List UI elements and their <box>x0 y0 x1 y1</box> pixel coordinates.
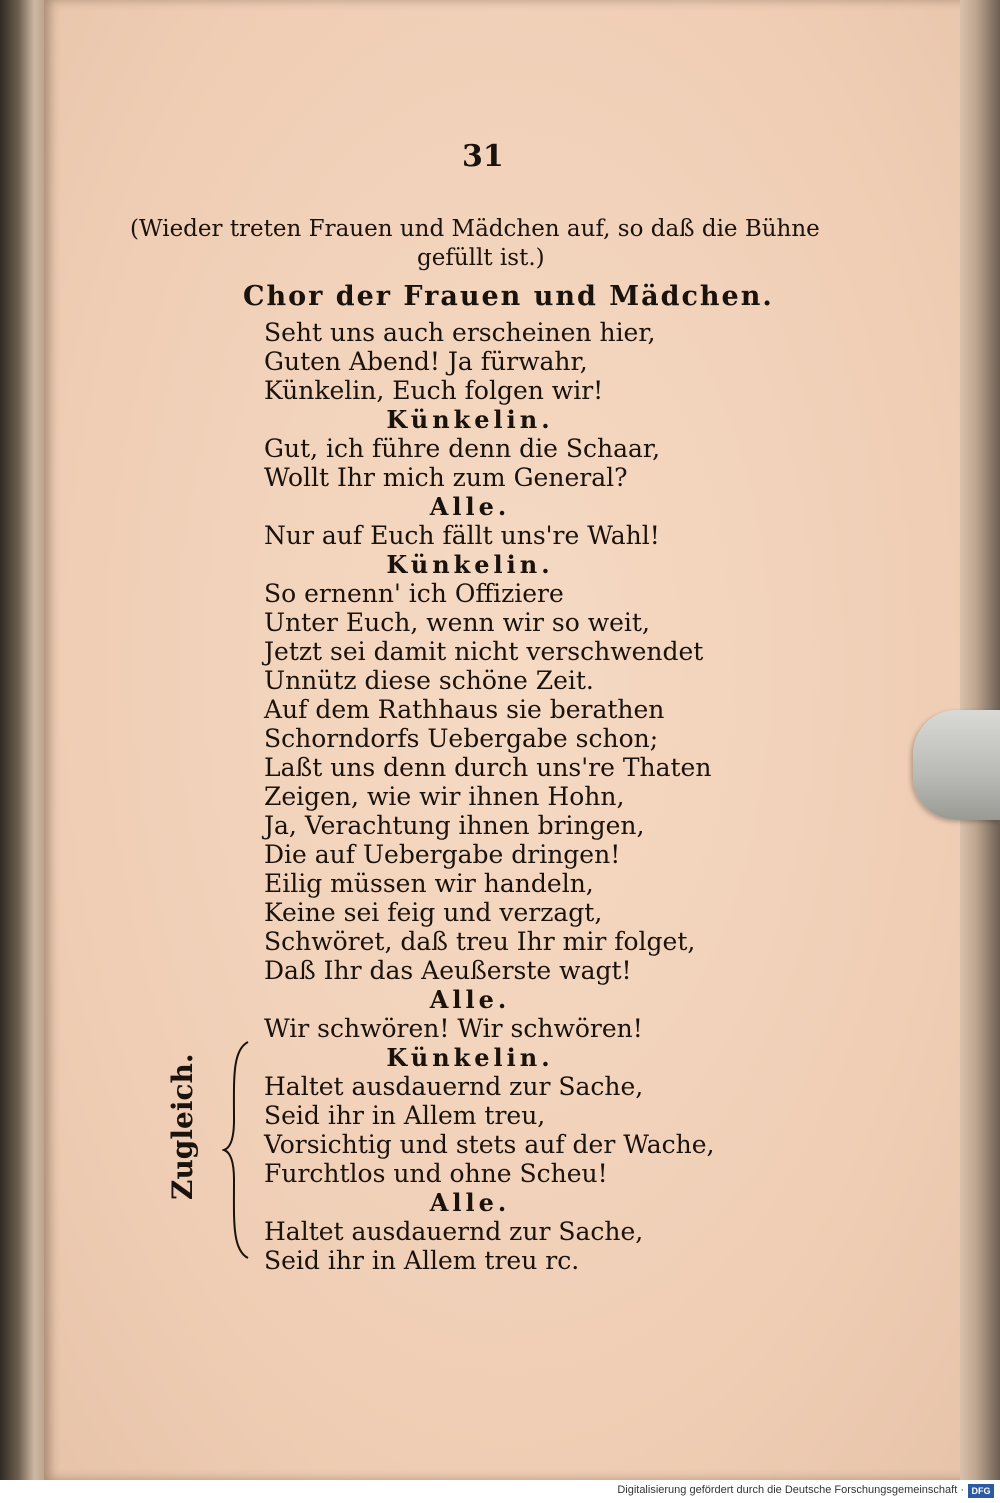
zugleich-bracket <box>222 1040 252 1260</box>
footer-bar <box>0 1480 1000 1503</box>
left-page-edge <box>0 0 46 1480</box>
verse-line: Guten Abend! Ja fürwahr, <box>264 347 588 376</box>
stage-direction-line-2: gefüllt ist.) <box>417 245 545 271</box>
verse-line: Haltet ausdauernd zur Sache, <box>264 1217 644 1246</box>
verse-line: Die auf Uebergabe dringen! <box>264 840 621 869</box>
speaker-name: Alle. <box>429 492 511 521</box>
page-number: 31 <box>462 139 504 174</box>
verse-line: Seht uns auch erscheinen hier, <box>264 318 656 347</box>
verse-line: Ja, Verachtung ihnen bringen, <box>264 811 645 840</box>
verse-line: Zeigen, wie wir ihnen Hohn, <box>264 782 625 811</box>
verse-line: Unnütz diese schöne Zeit. <box>264 666 594 695</box>
verse-line: Schwöret, daß treu Ihr mir folget, <box>264 927 696 956</box>
verse-line: Vorsichtig und stets auf der Wache, <box>264 1130 715 1159</box>
verse-line: Wollt Ihr mich zum General? <box>264 463 628 492</box>
verse-line: Künkelin, Euch folgen wir! <box>264 376 604 405</box>
verse-line: Haltet ausdauernd zur Sache, <box>264 1072 644 1101</box>
speaker-name: Alle. <box>429 1188 511 1217</box>
dfg-logo: DFG <box>968 1484 994 1498</box>
speaker-name: Alle. <box>429 985 511 1014</box>
verse-line: Seid ihr in Allem treu rc. <box>264 1246 580 1275</box>
verse-line: Jetzt sei damit nicht verschwendet <box>264 637 704 666</box>
verse-line: Nur auf Euch fällt uns're Wahl! <box>264 521 660 550</box>
verse-line: Wir schwören! Wir schwören! <box>264 1014 643 1043</box>
zugleich-side-note: Zugleich. <box>166 1053 199 1200</box>
speaker-name: Künkelin. <box>386 405 554 434</box>
verse-line: Seid ihr in Allem treu, <box>264 1101 546 1130</box>
stage-direction-line-1: (Wieder treten Frauen und Mädchen auf, so daß die Bühne <box>130 216 820 242</box>
verse-line: Furchtlos und ohne Scheu! <box>264 1159 608 1188</box>
speaker-name: Künkelin. <box>386 550 554 579</box>
verse-line: Auf dem Rathhaus sie berathen <box>264 695 665 724</box>
verse-line: Unter Euch, wenn wir so weit, <box>264 608 650 637</box>
verse-line: Laßt uns denn durch uns're Thaten <box>264 753 712 782</box>
footer-credit: Digitalisierung gefördert durch die Deutsche Forschungsgemeinschaft · <box>617 1484 964 1496</box>
verse-line: Gut, ich führe denn die Schaar, <box>264 434 661 463</box>
verse-line: Daß Ihr das Aeußerste wagt! <box>264 956 632 985</box>
verse-line: Schorndorfs Uebergabe schon; <box>264 724 659 753</box>
verse-line: So ernenn' ich Offiziere <box>264 579 564 608</box>
verse-line: Eilig müssen wir handeln, <box>264 869 594 898</box>
page-clip <box>913 710 1000 820</box>
speaker-name: Künkelin. <box>386 1043 554 1072</box>
verse-line: Keine sei feig und verzagt, <box>264 898 603 927</box>
chor-heading: Chor der Frauen und Mädchen. <box>243 281 774 312</box>
